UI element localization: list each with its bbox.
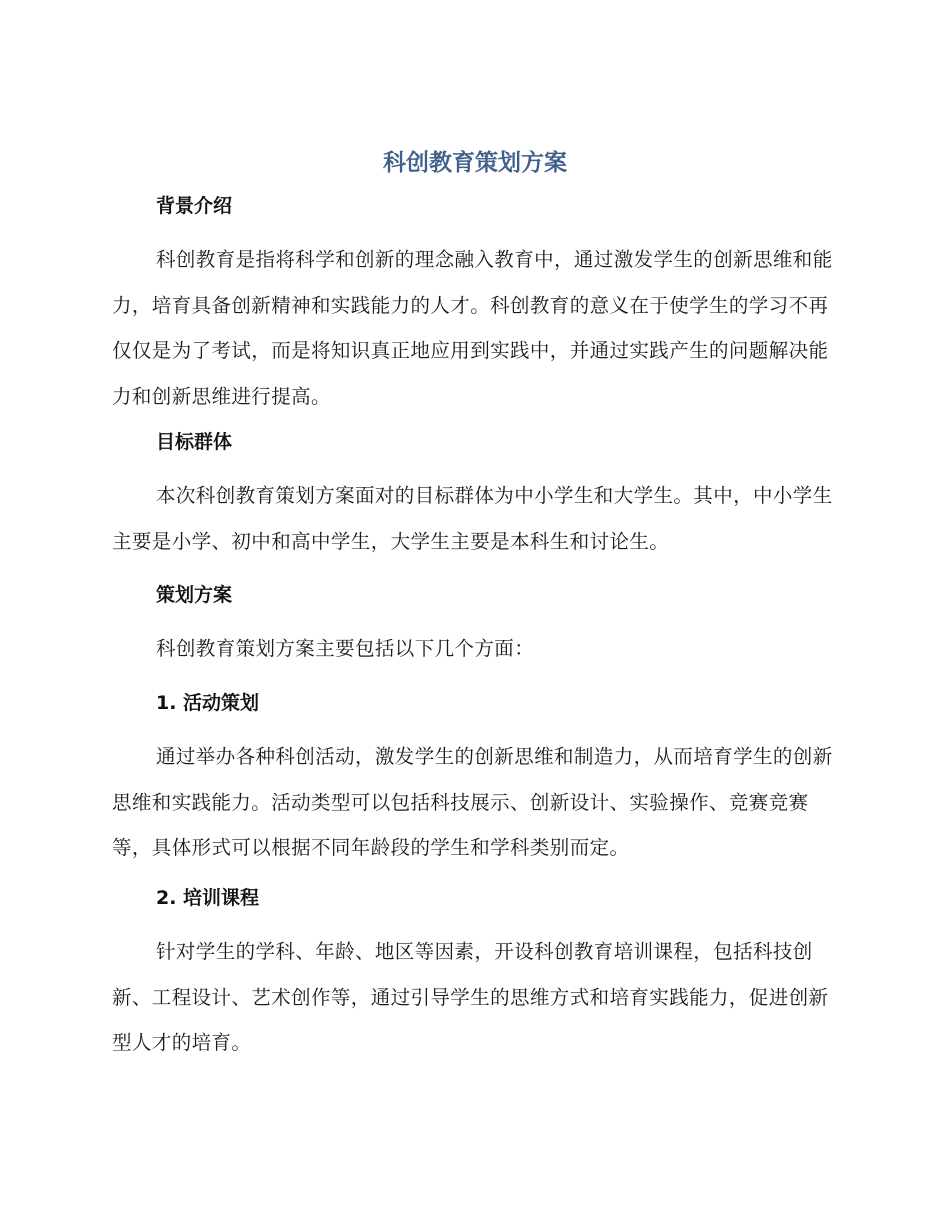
- section-heading-training-courses: 2. 培训课程: [156, 887, 260, 909]
- section-heading-activity-planning: 1. 活动策划: [156, 692, 260, 714]
- paragraph-background: 科创教育是指将科学和创新的理念融入教育中，通过激发学生的创新思维和能力，培育具备创新精神和实践能力的人才。科创教育的意义在于使学生的学习不再仅仅是为了考试，而是将知识真正地应用到实践中，并通过实践产生的问题解决能力和创新思维进行提高。: [112, 248, 833, 409]
- paragraph-activity-planning: 通过举办各种科创活动，激发学生的创新思维和制造力，从而培育学生的创新思维和实践能力。活动类型可以包括科技展示、创新设计、实验操作、竞赛竞赛等，具体形式可以根据不同年龄段的学生和学科类别而定。: [112, 745, 833, 860]
- document-title: 科创教育策划方案: [383, 150, 567, 176]
- section-heading-target-group: 目标群体: [156, 431, 233, 453]
- section-heading-plan: 策划方案: [156, 584, 233, 606]
- paragraph-plan-intro: 科创教育策划方案主要包括以下几个方面：: [156, 637, 535, 660]
- paragraph-target-group: 本次科创教育策划方案面对的目标群体为中小学生和大学生。其中，中小学生主要是小学、初中和高中学生，大学生主要是本科生和讨论生。: [112, 484, 833, 553]
- paragraph-training-courses: 针对学生的学科、年龄、地区等因素，开设科创教育培训课程，包括科技创新、工程设计、艺术创作等，通过引导学生的思维方式和培育实践能力，促进创新型人才的培育。: [112, 940, 829, 1055]
- section-heading-background: 背景介绍: [156, 195, 233, 217]
